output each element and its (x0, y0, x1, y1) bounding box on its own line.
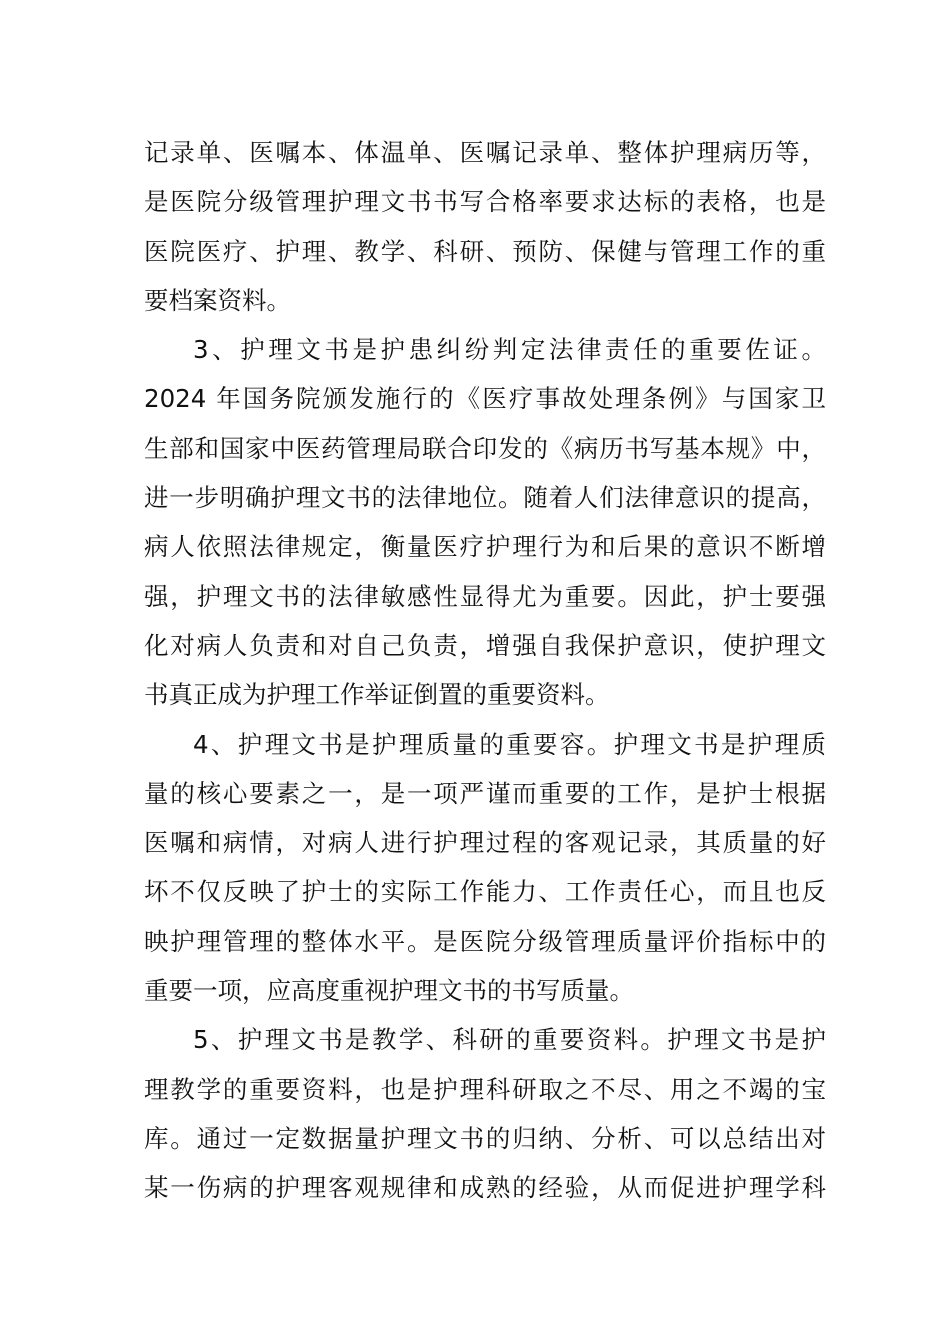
text-line: 医院医疗、护理、教学、科研、预防、保健与管理工作的重 (144, 236, 826, 266)
paragraph-5 (144, 1015, 826, 1212)
text-line: 生部和国家中医药管理局联合印发的《病历书写基本规》中， (144, 433, 826, 463)
text-line: 是医院分级管理护理文书书写合格率要求达标的表格，也是 (144, 187, 826, 217)
text-line: 强，护理文书的法律敏感性显得尤为重要。因此，护士要强 (144, 581, 826, 611)
paragraph-3 (144, 325, 826, 719)
text-line: 量的核心要素之一，是一项严谨而重要的工作，是护士根据 (144, 778, 826, 808)
text-line: 映护理管理的整体水平。是医院分级管理质量评价指标中的 (144, 926, 826, 956)
text-line: 3、护理文书是护患纠纷判定法律责任的重要佐证。 (193, 335, 826, 365)
text-line: 记录单、医嘱本、体温单、医嘱记录单、整体护理病历等， (144, 138, 826, 167)
paragraph-continued (144, 128, 826, 325)
text-line: 4、护理文书是护理质量的重要容。护理文书是护理质 (193, 729, 826, 759)
text-line: 病人依照法律规定，衡量医疗护理行为和后果的意识不断增 (144, 532, 826, 562)
text-line: 要档案资料。 (144, 285, 291, 315)
paragraph-4 (144, 720, 826, 1016)
text-line: 医嘱和病情，对病人进行护理过程的客观记录，其质量的好 (144, 828, 826, 858)
text-line: 5、护理文书是教学、科研的重要资料。护理文书是护 (193, 1025, 826, 1055)
text-line: 重要一项，应高度重视护理文书的书写质量。 (144, 976, 634, 1006)
text-line: 某一伤病的护理客观规律和成熟的经验，从而促进护理学科 (144, 1173, 826, 1203)
document-body (144, 128, 826, 1213)
text-line: 书真正成为护理工作举证倒置的重要资料。 (144, 680, 610, 710)
text-line: 进一步明确护理文书的法律地位。随着人们法律意识的提高， (144, 483, 826, 513)
text-line: 化对病人负责和对自己负责，增强自我保护意识，使护理文 (144, 630, 826, 660)
text-line: 库。通过一定数据量护理文书的归纳、分析、可以总结出对 (144, 1123, 826, 1153)
text-line: 理教学的重要资料，也是护理科研取之不尽、用之不竭的宝 (144, 1074, 826, 1104)
text-line: 2024 年国务院颁发施行的《医疗事故处理条例》与国家卫 (144, 384, 826, 414)
text-line: 坏不仅反映了护士的实际工作能力、工作责任心，而且也反 (144, 877, 826, 907)
